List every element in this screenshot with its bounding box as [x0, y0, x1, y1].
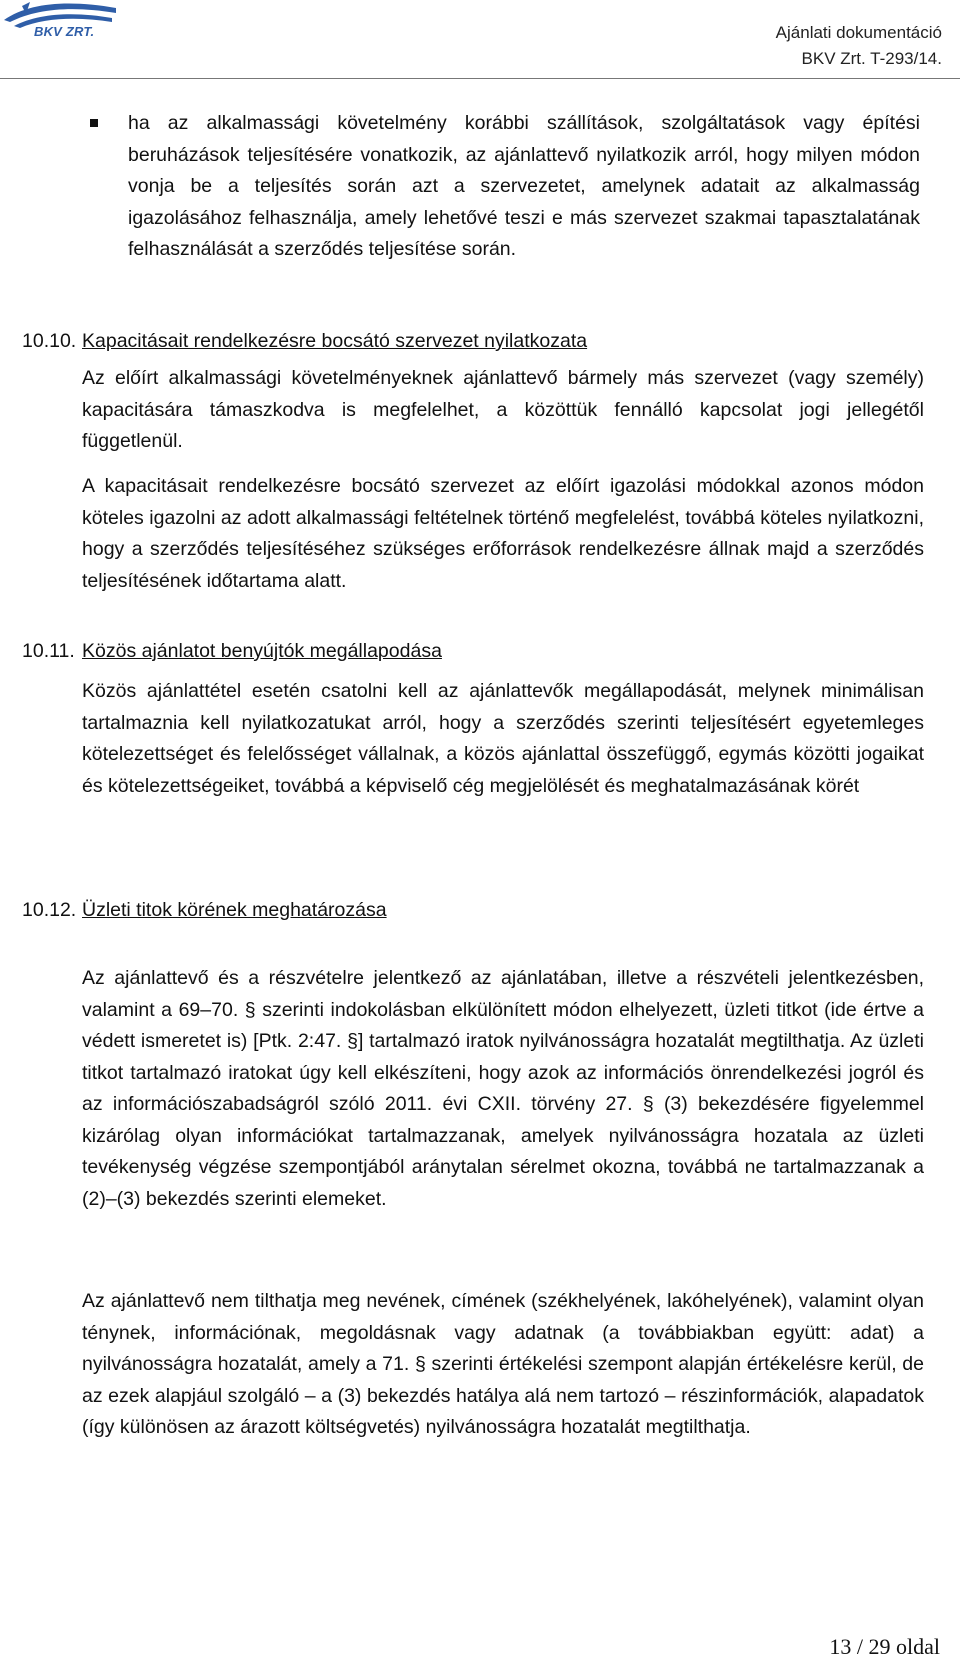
bullet-paragraph: ha az alkalmassági követelmény korábbi szállítások, szolgáltatások vagy építési beruházások teljesítésére vonatkozik, az ajánlattevő nyilatkozik arról, hogy milyen módon vonja be a teljesítés során azt a szervezetet, amelynek adatait az alkalmasság igazolásához felhasználja, amely lehetővé teszi e más szervezet szakmai tapasztalatának felhasználását a szerződés teljesítése során. [128, 112, 920, 260]
section-heading-10-10 [22, 326, 587, 356]
section-heading-10-12 [22, 895, 387, 925]
document-reference: BKV Zrt. T-293/14. [801, 49, 942, 68]
section-heading-10-11 [22, 636, 442, 666]
document-title: Ajánlati dokumentáció [775, 23, 942, 42]
logo-text: BKV ZRT. [34, 24, 95, 39]
document-header-info [776, 20, 942, 72]
section-number: 10.12. [22, 899, 77, 921]
section-title: Kapacitásait rendelkezésre bocsátó szervezet nyilatkozata [82, 330, 588, 352]
page-header [0, 0, 960, 80]
section-10-11-paragraph-1: Közös ajánlattétel esetén csatolni kell az ajánlattevők megállapodását, melynek minimálisan tartalmaznia kell nyilatkozatukat arról, hogy a szerződés szerinti teljesítésért egyetemleges kötelezettséget és felelősséget vállalnak, a közös ajánlattal összefüggő, egymás közötti jogaikat és kötelezettségeiket, továbbá a képviselő cég megjelölését és meghatalmazásának körét [82, 680, 924, 797]
header-divider [0, 78, 960, 79]
section-10-10-paragraph-1: Az előírt alkalmassági követelményeknek ajánlattevő bármely más szervezet (vagy személy) kapacitására támaszkodva is megfelelhet, a közöttük fennálló kapcsolat jogi jellegétől függetlenül. [82, 367, 924, 452]
section-number: 10.11. [22, 640, 75, 662]
section-number: 10.10. [22, 330, 77, 352]
section-10-12-paragraph-1: Az ajánlattevő és a részvételre jelentkező az ajánlatában, illetve a részvételi jelentkezésben, valamint a 69–70. § szerinti indokolásban elkülönített módon elhelyezett, üzleti titkot (ide értve a védett ismeretet is) [Ptk. 2:47. §] tartalmazó iratok nyilvánosságra hozatalát megtilthatja. Az üzleti titkot tartalmazó iratokat úgy kell elkészíteni, hogy azok az információs önrendelkezési jogról és az információszabadságról szóló 2011. évi CXII. törvény 27. § (3) bekezdésére figyelemmel kizárólag olyan információkat tartalmazzanak, amelyek nyilvánosságra hozatala az üzleti tevékenység végzése szempontjából aránytalan sérelmet okozna, továbbá ne tartalmazzanak a (2)–(3) bekezdés szerinti elemeket. [82, 967, 924, 1210]
page-number: 13 / 29 oldal [829, 1634, 940, 1659]
section-title: Üzleti titok körének meghatározása [82, 899, 387, 921]
bullet-square-icon [90, 119, 98, 127]
section-title: Közös ajánlatot benyújtók megállapodása [82, 640, 442, 662]
bkv-logo [0, 0, 122, 48]
section-10-10-paragraph-2: A kapacitásait rendelkezésre bocsátó szervezet az előírt igazolási módokkal azonos módon köteles igazolni az adott alkalmassági feltételnek történő megfelelést, továbbá köteles nyilatkozni, hogy a szerződés teljesítéséhez szükséges erőforrások rendelkezésre állnak majd a szerződés teljesítésének időtartama alatt. [82, 475, 924, 592]
section-10-12-paragraph-2: Az ajánlattevő nem tilthatja meg nevének, címének (székhelyének, lakóhelyének), valamint olyan ténynek, információnak, megoldásnak vagy adatnak (a továbbiakban együtt: adat) a nyilvánosságra hozatalát, amely a 71. § szerinti értékelési szempont alapján értékelésre kerül, de az ezek alapjául szolgáló – a (3) bekezdés hatálya alá nem tartozó – részinformációk, alapadatok (így különösen az árazott költségvetés) nyilvánosságra hozatalát megtilthatja. [82, 1290, 924, 1438]
